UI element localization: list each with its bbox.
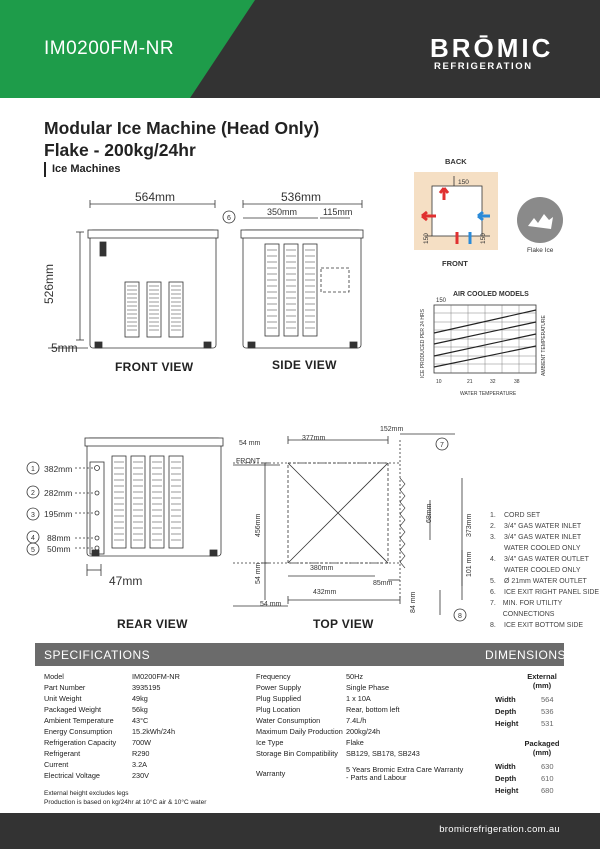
svg-text:38: 38	[514, 379, 520, 385]
top-d373: 373mm	[466, 513, 473, 537]
top-d101: 101 mm	[466, 551, 473, 577]
rear-dim-3: 195mm	[44, 509, 73, 519]
category-label: Ice Machines	[52, 163, 121, 175]
clearance-top-label: 150	[458, 179, 469, 186]
top-d152: 152mm	[380, 426, 404, 433]
front-view-label: FRONT VIEW	[115, 360, 194, 374]
rear-dim-5: 50mm	[47, 544, 71, 554]
brand-subtitle: REFRIGERATION	[434, 61, 533, 72]
front-height-label: 526mm	[42, 263, 56, 304]
top-d377: 377mm	[302, 435, 326, 442]
chart-title: AIR COOLED MODELS	[453, 291, 529, 298]
rear-dim-4: 88mm	[47, 533, 71, 543]
note-production: Production is based on kg/24hr at 10°C air & 10°C water	[44, 799, 207, 806]
note-height: External height excludes legs	[44, 790, 129, 797]
side-d2-label: 115mm	[323, 207, 353, 217]
top-d54c: 54 mm	[260, 601, 282, 608]
legend-item: 3. 3/4" GAS WATER INLET	[490, 534, 582, 541]
flake-ice-label: Flake Ice	[527, 247, 554, 254]
svg-text:150: 150	[436, 298, 447, 304]
dimensions-title: DIMENSIONS	[485, 648, 567, 662]
legend-item: 7. MIN. FOR UTILITY CONNECTIONS	[490, 600, 563, 618]
title-line-2: Flake - 200kg/24hr	[44, 140, 196, 160]
svg-text:1: 1	[31, 466, 35, 473]
chart-xlabel: WATER TEMPERATURE	[460, 391, 517, 397]
legend-item: 5. Ø 21mm WATER OUTLET	[490, 578, 587, 585]
svg-text:7: 7	[440, 442, 444, 449]
side-view-drawing	[223, 200, 363, 348]
legend-item: 4. 3/4" GAS WATER OUTLET	[490, 556, 589, 563]
top-d456: 456mm	[255, 513, 262, 537]
front-width-label: 564mm	[135, 190, 176, 204]
model-code: IM0200FM-NR	[44, 38, 175, 59]
title-line-1: Modular Ice Machine (Head Only)	[44, 118, 320, 138]
front-legs-label: 5mm	[51, 341, 78, 355]
side-marker-6-text: 6	[227, 215, 231, 222]
connections-legend	[490, 510, 600, 631]
top-front-label: FRONT	[236, 458, 261, 465]
clearance-back-label: BACK	[445, 157, 467, 166]
legend-item: WATER COOLED ONLY	[504, 545, 581, 552]
brand-logo: BRŌMIC	[430, 33, 554, 63]
legend-item: 1. CORD SET	[490, 512, 541, 519]
svg-text:4: 4	[31, 535, 35, 542]
svg-text:5: 5	[31, 547, 35, 554]
top-d85: 85mm	[373, 580, 393, 587]
side-depth-label: 536mm	[281, 190, 322, 204]
clearance-left-label: 150	[423, 233, 430, 244]
svg-text:2: 2	[31, 490, 35, 497]
footer-url-link[interactable]: bromicrefrigeration.com.au	[439, 824, 560, 835]
top-d54a: 54 mm	[239, 440, 261, 447]
performance-chart	[434, 305, 536, 373]
svg-text:8: 8	[458, 613, 462, 620]
side-view-label: SIDE VIEW	[272, 358, 337, 372]
legend-item: 8. ICE EXIT BOTTOM SIDE	[490, 622, 584, 629]
clearance-front-label: FRONT	[442, 259, 468, 268]
clearance-right-label: 150	[480, 233, 487, 244]
svg-text:32: 32	[490, 379, 496, 385]
legend-item: WATER COOLED ONLY	[504, 567, 581, 574]
rear-bottom-dim: 47mm	[109, 574, 143, 588]
svg-text:3: 3	[31, 512, 35, 519]
top-view-drawing	[233, 434, 466, 621]
dimensions-panel: External (mm) Width 564 Depth 536 Height 531 Packaged (mm) Width 630 Depth 610 Height 680	[495, 672, 560, 795]
rear-view-drawing	[27, 438, 223, 576]
svg-text:10: 10	[436, 379, 442, 385]
legend-item: 6. ICE EXIT RIGHT PANEL SIDE	[490, 589, 600, 596]
rear-view-label: REAR VIEW	[117, 617, 188, 631]
top-view-label: TOP VIEW	[313, 617, 374, 631]
rear-dim-1: 382mm	[44, 464, 73, 474]
top-d380: 380mm	[310, 565, 334, 572]
front-view-drawing	[48, 200, 218, 348]
top-d84: 84 mm	[410, 591, 417, 613]
top-d54b: 54 mm	[255, 562, 262, 584]
specs-title: SPECIFICATIONS	[44, 648, 151, 662]
legend-item: 2. 3/4" GAS WATER INLET	[490, 523, 582, 530]
chart-ylabel-right: AMBIENT TEMPERATURE	[541, 315, 547, 376]
side-d1-label: 350mm	[267, 207, 298, 217]
svg-text:21: 21	[467, 379, 473, 385]
top-d432: 432mm	[313, 589, 337, 596]
top-d68: 68mm	[426, 503, 433, 523]
rear-dim-2: 282mm	[44, 488, 73, 498]
chart-ylabel: ICE PRODUCED PER 24 HRS	[420, 309, 426, 378]
